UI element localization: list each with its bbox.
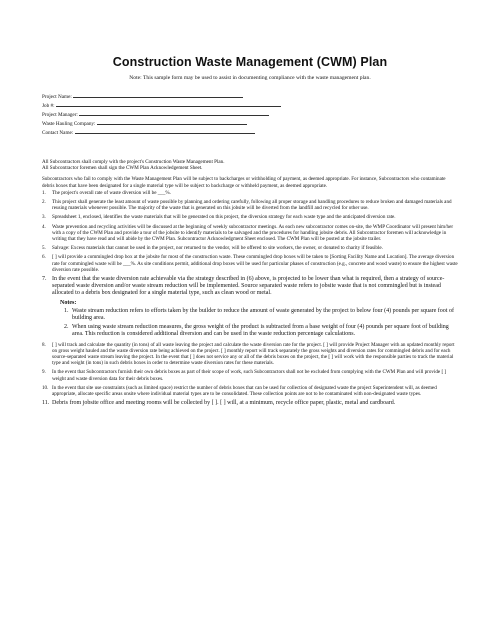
job-number-field	[42, 101, 458, 110]
item-text: The project's overall rate of waste diversion will be ___%.	[52, 189, 171, 196]
list-item	[42, 254, 458, 273]
item-number: 5.	[42, 245, 46, 252]
list-item	[42, 400, 458, 407]
usage-note: Note: This sample form may be used to assist in documenting compliance with the waste management plan.	[129, 75, 371, 81]
list-item	[42, 190, 458, 196]
list-item	[42, 199, 458, 211]
note-text: When using waste stream reduction measures, the gross weight of the product is subtracted from a base weight of four (4) pounds per square foot of building area. This reduction is considered additional diversion and can be used in the waste reduction percentage calculations.	[72, 324, 449, 338]
item-number: 11.	[42, 400, 50, 407]
field-label: Waste Hauling Company:	[42, 121, 96, 127]
list-item	[42, 342, 458, 367]
note-item	[64, 324, 458, 338]
note-number: 2.	[64, 324, 69, 331]
contact-name-line[interactable]	[75, 128, 255, 134]
item-text: Salvage: Excess materials that cannot be used in the project, nor returned to the vendor, will be offered to site workers, the owner, or donated to charity if feasible.	[52, 245, 383, 252]
item-number: 3.	[42, 214, 46, 221]
item-text: Waste prevention and recycling activities will be discussed at the beginning of weekly subcontractor meetings. As each new subcontractor comes on-site, the WMP Coordinator will present him/her with a copy of the CWM Plan and provide a tour of the jobsite to identify materials to be salvaged and the procedures for handling jobsite debris. All Subcontractor foremen will acknowledge in writing that they have read and will abide by the CWM Plan. Subcontractor Acknowledgment Sheet enclosed. The CWM Plan will be posted at the jobsite trailer.	[52, 223, 454, 243]
item-number: 2.	[42, 199, 46, 206]
contact-name-field	[42, 128, 458, 137]
item-text: In the event that the waste diversion rate achievable via the strategy described in (6) above, is projected to be lower than what is required, then a strategy of source-separated waste diversion and/or waste stream reduction will be implemented. Source separated waste refers to jobsite waste that is not commingled but is instead allocated to a debris box designated for a single material type, such as clean wood or metal.	[52, 276, 445, 297]
project-name-field	[42, 92, 458, 101]
item-number: 4.	[42, 223, 46, 230]
item-text: [ ] will track and calculate the quantity (in tons) of all waste leaving the project and calculate the waste diversion rate for the project. [ ] will provide Project Manager with an updated monthly report on gross weight hauled and the waste diversion rate being achieved on the project. [ ] monthly report will track separately the gross weights and diversion rates for commingled debris and for each source-separated waste stream leaving the project. In the event that [ ] does not service any or all of the debris boxes on the project, the [ ] will work with the responsible parties to track the material type and weight (in tons) in such debris boxes in order to determine waste diversion rates for these materials.	[52, 341, 455, 367]
note-number: 1.	[64, 307, 69, 314]
project-name-line[interactable]	[73, 92, 243, 98]
plan-items-list	[42, 190, 458, 408]
notes-heading: Notes:	[60, 299, 77, 306]
waste-hauling-company-field	[42, 119, 458, 128]
item-number: 9.	[42, 369, 46, 376]
item-text: In the event that Subcontractors furnish their own debris boxes as part of their scope of work, such Subcontractors shall not be excluded from complying with the CWM Plan and will provide [ ] weight and waste diversion data for their debris boxes.	[52, 369, 447, 382]
field-label: Job #:	[42, 103, 55, 109]
item-text: In the event that site use constraints (such as limited space) restrict the number of debris boxes that can be used for collection of designated waste the project Superintendent will, as deemed appropriate, allocate specific areas onsite where individual material types are to be consolidated. These collection points are not to be contaminated with non-designated waste types.	[52, 384, 437, 398]
field-label: Contact Name:	[42, 130, 74, 136]
page-title: Construction Waste Management (CWM) Plan	[112, 55, 388, 69]
list-item	[42, 276, 458, 339]
notes-block	[60, 300, 458, 339]
note-text: Waste stream reduction refers to efforts taken by the builder to reduce the amount of waste generated by the project to below four (4) pounds per square foot of building area.	[72, 307, 454, 322]
list-item	[42, 214, 458, 220]
item-number: 1.	[42, 189, 46, 196]
intro-paragraph-3: Subcontractors who fail to comply with the Waste Management Plan will be subject to backcharges or withholding of payment, as deemed appropriate. For instance, Subcontractors who contaminate debris boxes that have been designated for a single material type will be subject to backcharge or withheld payment, as deemed appropriate.	[42, 176, 446, 189]
note-item	[64, 308, 458, 322]
field-label: Project Manager:	[42, 112, 78, 118]
list-item	[42, 224, 458, 243]
list-item	[42, 385, 458, 397]
item-text: Debris from jobsite office and meeting rooms will be collected by [ ]. [ ] will, at a minimum, recycle office paper, plastic, metal and cardboard.	[52, 400, 396, 407]
intro-paragraph-2: All Subcontractor foremen shall sign the CWM Plan Acknowledgement Sheet.	[42, 165, 203, 172]
item-text: This project shall generate the least amount of waste possible by planning and ordering carefully, following all proper storage and handling procedures to reduce broken and damaged materials and reusing materials whenever possible. The majority of the waste that is generated on this jobsite will be diverted from the landfill and recycled for other use.	[52, 199, 452, 212]
project-manager-field	[42, 110, 458, 119]
list-item	[42, 369, 458, 381]
intro-section	[42, 159, 458, 189]
waste-hauling-company-line[interactable]	[97, 119, 247, 125]
item-number: 8.	[42, 341, 46, 348]
item-text: [ ] will provide a commingled drop box at the jobsite for most of the construction waste. These commingled drop boxes will be taken to [Sorting Facility Name and Location]. The average diversion rate for commingled waste will be ___%. As site conditions permit, additional drop boxes will be used for particular phases of construction (e.g., concrete and wood waste) to ensure the highest waste diversion rate possible.	[52, 254, 458, 273]
list-item	[42, 245, 458, 251]
project-info-fields	[42, 92, 458, 137]
project-manager-line[interactable]	[79, 110, 269, 116]
job-number-line[interactable]	[56, 101, 281, 107]
field-label: Project Name:	[42, 94, 72, 100]
intro-paragraph-1: All Subcontractors shall comply with the project's Construction Waste Management Plan.	[42, 159, 225, 165]
item-text: Spreadsheet 1, enclosed, identifies the waste materials that will be generated on this project, the diversion strategy for each waste type and the anticipated diversion rate.	[52, 214, 396, 221]
item-number: 7.	[42, 276, 47, 283]
item-number: 10.	[42, 384, 49, 391]
item-number: 6.	[42, 254, 46, 261]
